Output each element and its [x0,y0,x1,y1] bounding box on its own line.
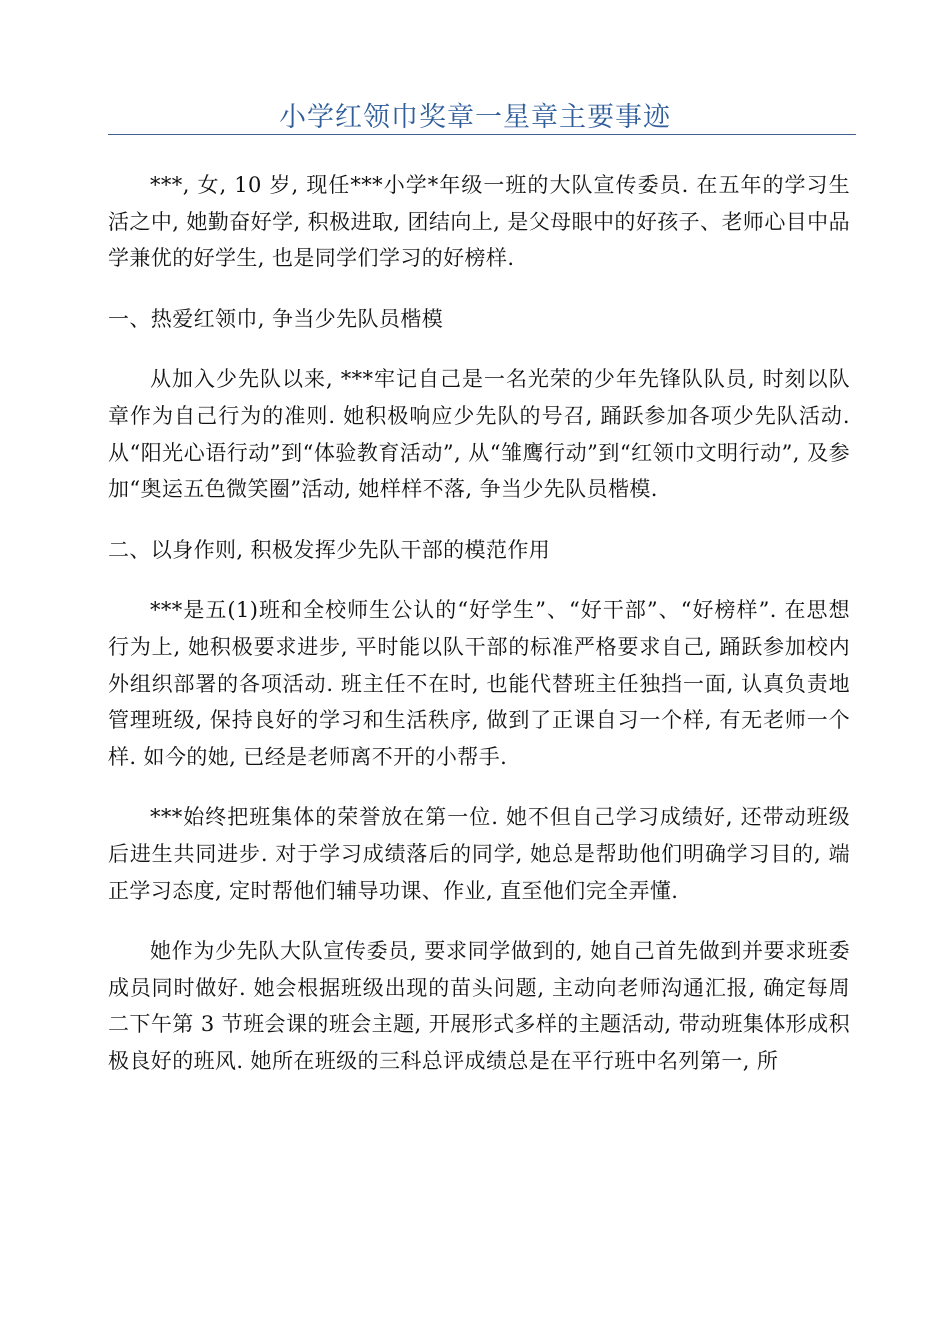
intro-paragraph: ***, 女, 10 岁, 现任***小学*年级一班的大队宣传委员. 在五年的学习生活之中, 她勤奋好学, 积极进取, 团结向上, 是父母眼中的好孩子、老师心目中品学兼优的好学生, 也是同学们学习的好榜样. [108,173,850,271]
section-heading-1: 一、热爱红领巾, 争当少先队员楷模 [108,306,444,331]
document-body [108,167,850,1079]
section-2-paragraph-1: ***是五(1)班和全校师生公认的“好学生”、“好干部”、“好榜样”. 在思想行为上, 她积极要求进步, 平时能以队干部的标准严格要求自己, 踊跃参加校内外组织部署的各项活动. 班主任不在时, 也能代替班主任独挡一面, 认真负责地管理班级, 保持良好的学习和生活秩序, 做到了正课自习一个样, 有无老师一个样. 如今的她, 已经是老师离不开的小帮手. [108,598,850,769]
section-2-paragraph-3: 她作为少先队大队宣传委员, 要求同学做到的, 她自己首先做到并要求班委成员同时做好. 她会根据班级出现的苗头问题, 主动向老师沟通汇报, 确定每周二下午第 3 节班会课的班会主题, 开展形式多样的主题活动, 带动班集体形成积极良好的班风. 她所在班级的三科总评成绩总是在平行班中名列第一, 所 [108,939,850,1073]
section-heading-2: 二、以身作则, 积极发挥少先队干部的模范作用 [108,537,551,562]
document-title: 小学红领巾奖章一星章主要事迹 [279,102,671,133]
title-underline [108,134,856,135]
section-1-paragraph: 从加入少先队以来, ***牢记自己是一名光荣的少年先锋队队员, 时刻以队章作为自己行为的准则. 她积极响应少先队的号召, 踊跃参加各项少先队活动. 从“阳光心语行动”到“体验教育活动”, 从“雏鹰行动”到“红领巾文明行动”, 及参加“奥运五色微笑圈”活动, 她样样不落, 争当少先队员楷模. [108,367,850,502]
section-2-paragraph-2: ***始终把班集体的荣誉放在第一位. 她不但自己学习成绩好, 还带动班级后进生共同进步. 对于学习成绩落后的同学, 她总是帮助他们明确学习目的, 端正学习态度, 定时帮他们辅导功课、作业, 直至他们完全弄懂. [108,805,850,903]
